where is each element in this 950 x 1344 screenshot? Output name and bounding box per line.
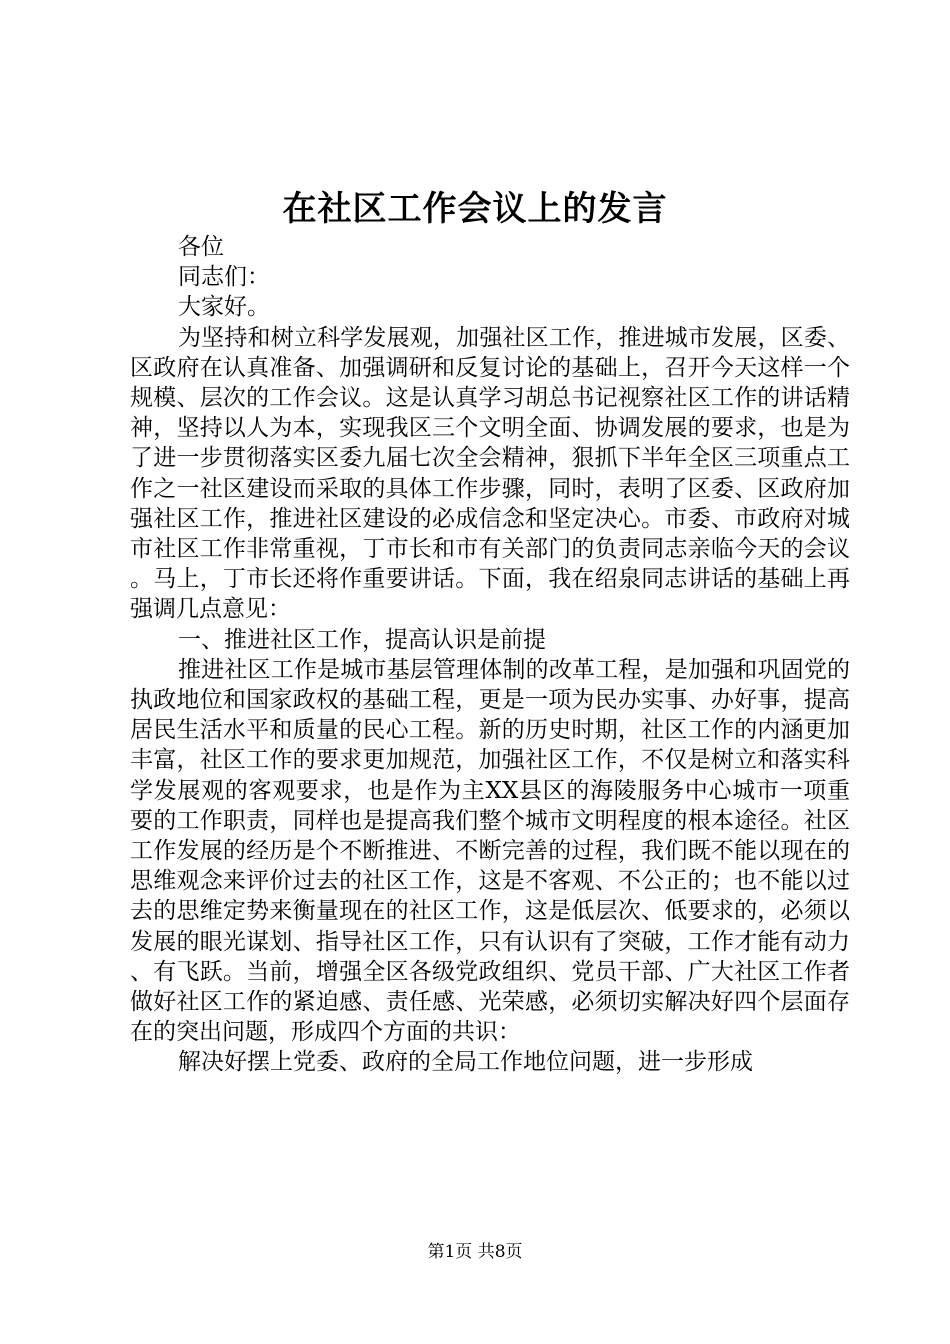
body-paragraph: 推进社区工作是城市基层管理体制的改革工程，是加强和巩固党的执政地位和国家政权的基础工程，更是一项为民办实事、办好事，提高居民生活水平和质量的民心工程。新的历史时期，社区工作的内涵更加丰富，社区工作的要求更加规范，加强社区工作，不仅是树立和落实科学发展观的客观要求，也是作为主XX县区的海陵服务中心城市一项重要的工作职责，同样也是提高我们整个城市文明程度的根本途径。社区工作发展的经历是个不断推进、不断完善的过程，我们既不能以现在的思维观念来评价过去的社区工作，这是不客观、不公正的；也不能以过去的思维定势来衡量现在的社区工作，这是低层次、低要求的，必须以发展的眼光谋划、指导社区工作，只有认识有了突破，工作才能有动力、有飞跃。当前，增强全区各级党政组织、党员干部、广大社区工作者做好社区工作的紧迫感、责任感、光荣感，必须切实解决好四个层面存在的突出问题，形成四个方面的共识： [130,656,850,1046]
document-body [130,232,850,1078]
section-heading: 一、推进社区工作，提高认识是前提 [178,626,546,653]
page-footer: 第1页 共8页 [427,1242,523,1262]
salutation-line: 各位 [178,234,224,260]
greeting-line: 大家好。 [178,294,270,321]
body-paragraph: 为坚持和树立科学发展观，加强社区工作，推进城市发展，区委、区政府在认真准备、加强调研和反复讨论的基础上，召开今天这样一个规模、层次的工作会议。这是认真学习胡总书记视察社区工作的讲话精神，坚持以人为本，实现我区三个文明全面、协调发展的要求，也是为了进一步贯彻落实区委九届七次全会精神，狠抓下半年全区三项重点工作之一社区建设而采取的具体工作步骤，同时，表明了区委、区政府加强社区工作，推进社区建设的必成信念和坚定决心。市委、市政府对城市社区工作非常重视，丁市长和市有关部门的负责同志亲临今天的会议。马上，丁市长还将作重要讲话。下面，我在绍泉同志讲话的基础上再强调几点意见： [130,324,850,623]
page-title: 在社区工作会议上的发言 [282,189,668,229]
body-paragraph: 解决好摆上党委、政府的全局工作地位问题，进一步形成 [178,1049,753,1076]
salutation-line: 同志们： [178,264,270,291]
